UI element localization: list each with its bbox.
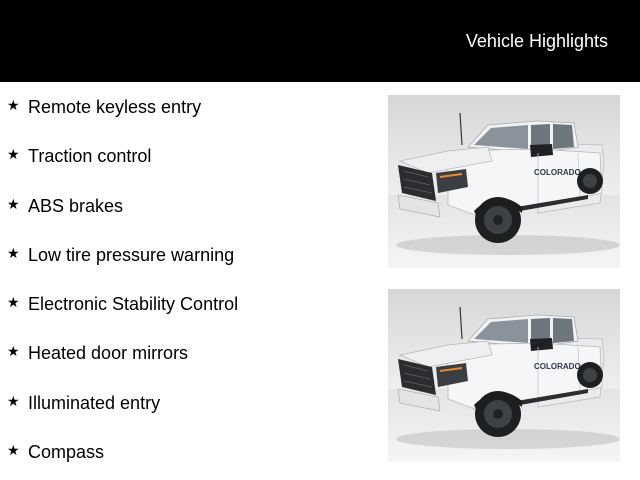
header-bar: [0, 0, 640, 82]
header-title: Vehicle Highlights: [465, 31, 608, 51]
feature-label: Electronic Stability Control: [28, 294, 239, 315]
star-icon: ★: [7, 443, 20, 460]
vehicle-photo[interactable]: [388, 95, 620, 268]
feature-item: [0, 439, 380, 480]
feature-label: Illuminated entry: [28, 392, 161, 413]
vehicle-photo[interactable]: [388, 289, 620, 462]
feature-item: [0, 94, 380, 143]
white-pickup-truck-icon: [388, 289, 620, 462]
star-icon: ★: [7, 147, 20, 164]
feature-item: [0, 340, 380, 389]
feature-list: [0, 94, 380, 480]
star-icon: ★: [7, 245, 20, 262]
feature-item: [0, 390, 380, 439]
star-icon: ★: [7, 196, 20, 213]
feature-label: Compass: [28, 442, 105, 463]
feature-item: [0, 143, 380, 192]
feature-item: [0, 242, 380, 291]
feature-label: Remote keyless entry: [28, 97, 202, 117]
feature-label: ABS brakes: [28, 195, 124, 216]
white-pickup-truck-icon: [388, 95, 620, 268]
feature-label: Low tire pressure warning: [28, 244, 235, 265]
vehicle-decal-text: COLORADO: [534, 168, 581, 177]
star-icon: ★: [7, 393, 20, 410]
feature-item: [0, 291, 380, 340]
feature-label: Traction control: [28, 146, 152, 167]
star-icon: ★: [7, 344, 20, 361]
feature-item: [0, 193, 380, 242]
star-icon: ★: [7, 98, 20, 114]
star-icon: ★: [7, 295, 20, 312]
feature-label: Heated door mirrors: [28, 343, 189, 364]
vehicle-decal-text: COLORADO: [534, 362, 581, 371]
